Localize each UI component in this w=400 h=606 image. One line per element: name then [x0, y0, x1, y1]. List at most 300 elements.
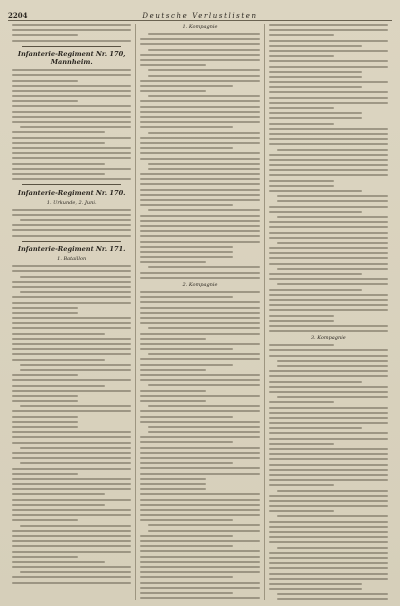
text-line [269, 448, 388, 450]
text-line [20, 291, 131, 293]
text-line [140, 142, 259, 144]
text-line [269, 386, 388, 388]
text-line [269, 484, 335, 486]
text-line [269, 315, 335, 317]
page-header [8, 6, 392, 21]
text-line [140, 400, 206, 402]
text-line [12, 265, 131, 267]
text-line [140, 235, 259, 237]
text-line [12, 90, 131, 92]
text-line [269, 154, 388, 156]
text-line [140, 493, 259, 495]
text-line [12, 24, 131, 26]
text-line [140, 272, 259, 274]
text-line [269, 252, 388, 254]
text-line [12, 40, 131, 42]
text-line [140, 317, 259, 319]
text-line [140, 566, 259, 568]
text-line [12, 499, 131, 501]
text-line [269, 562, 388, 564]
text-line [140, 291, 259, 293]
text-line [140, 178, 259, 180]
text-line [140, 540, 259, 542]
text-line [269, 325, 388, 327]
text-line [269, 578, 388, 580]
text-line [12, 343, 131, 345]
text-line [140, 597, 259, 599]
text-line [12, 359, 105, 361]
text-line [140, 550, 259, 552]
text-line [12, 34, 78, 36]
section-subheading: 1. Bataillon [57, 256, 87, 263]
text-line [148, 163, 259, 165]
text-line [148, 405, 259, 407]
text-line [269, 164, 388, 166]
text-line [12, 312, 78, 314]
text-line [12, 535, 131, 537]
text-line [140, 152, 259, 154]
text-line [269, 190, 362, 192]
text-line [140, 582, 259, 584]
text-line [269, 237, 388, 239]
text-line [12, 338, 131, 340]
text-line [269, 536, 388, 538]
text-line [277, 360, 388, 362]
text-line [140, 369, 206, 371]
text-line [140, 462, 233, 464]
text-line [269, 573, 388, 575]
text-line [140, 322, 259, 324]
text-line [12, 566, 131, 568]
text-line [12, 214, 131, 216]
text-line [277, 593, 388, 595]
text-line [269, 180, 335, 182]
running-title: Deutsche Verlustlisten [142, 12, 258, 20]
text-line [269, 432, 388, 434]
text-line [140, 90, 206, 92]
text-line [12, 178, 131, 180]
text-line [269, 60, 388, 62]
text-line [12, 421, 78, 423]
text-line [12, 551, 131, 553]
text-line [269, 29, 388, 31]
text-line [269, 112, 362, 114]
text-line [12, 322, 131, 324]
section-rule [22, 241, 121, 242]
text-line [140, 307, 259, 309]
section-rule [22, 184, 121, 185]
text-line [269, 495, 388, 497]
text-line [20, 276, 131, 278]
text-line [12, 400, 78, 402]
text-line [12, 410, 131, 412]
text-line [269, 505, 388, 507]
text-line [140, 225, 259, 227]
text-line [140, 137, 259, 139]
text-line [140, 277, 259, 279]
text-line [12, 468, 131, 470]
text-line [12, 69, 131, 71]
text-line [140, 545, 233, 547]
text-line [269, 71, 362, 73]
text-line [269, 531, 388, 533]
text-line [148, 524, 259, 526]
text-line [12, 416, 78, 418]
text-line [12, 131, 105, 133]
text-line [269, 289, 362, 291]
text-line [140, 189, 259, 191]
text-line [12, 545, 131, 547]
text-line [140, 571, 259, 573]
text-line [140, 348, 233, 350]
text-line [269, 583, 362, 585]
text-line [269, 117, 362, 119]
text-line [269, 294, 388, 296]
text-line [140, 343, 259, 345]
text-line [12, 147, 131, 149]
text-line [12, 576, 131, 578]
text-line [277, 200, 388, 202]
text-line [148, 69, 259, 71]
text-line [140, 410, 259, 412]
text-line [140, 499, 259, 501]
text-line [269, 133, 388, 135]
text-line [269, 557, 388, 559]
text-line [269, 541, 388, 543]
text-line [148, 327, 259, 329]
text-line [140, 488, 206, 490]
text-columns [8, 24, 392, 600]
text-line [12, 317, 131, 319]
text-line [269, 206, 388, 208]
text-line [269, 123, 335, 125]
text-line [12, 385, 105, 387]
text-line [12, 142, 105, 144]
text-line [12, 95, 131, 97]
text-line [12, 431, 131, 433]
text-line [269, 453, 388, 455]
text-line [12, 296, 131, 298]
text-line [140, 173, 259, 175]
text-line [12, 478, 131, 480]
text-line [269, 407, 388, 409]
text-line [269, 521, 388, 523]
section-heading: Infanterie-Regiment Nr. 170. [17, 188, 126, 197]
text-line [12, 493, 105, 495]
text-line [140, 358, 259, 360]
text-line [140, 364, 233, 366]
text-line [269, 349, 388, 351]
text-line [12, 173, 105, 175]
text-line [20, 447, 131, 449]
text-line [12, 483, 131, 485]
text-line [140, 333, 259, 335]
text-line [148, 49, 259, 51]
text-line [148, 75, 259, 77]
text-line [12, 270, 131, 272]
text-line [277, 242, 388, 244]
text-line [140, 592, 233, 594]
text-line [269, 211, 362, 213]
text-line [140, 126, 233, 128]
text-line [148, 132, 259, 134]
text-line [269, 263, 388, 265]
text-line [269, 588, 362, 590]
text-line [277, 515, 388, 517]
section-rule [22, 46, 121, 47]
text-line [140, 194, 259, 196]
text-line [12, 374, 78, 376]
text-line [277, 149, 388, 151]
section-heading: Infanterie-Regiment Nr. 171. [17, 245, 126, 254]
text-line [269, 34, 335, 36]
text-line [12, 163, 105, 165]
text-line [269, 422, 388, 424]
text-line [269, 55, 335, 57]
text-line [20, 405, 131, 407]
text-line [269, 320, 335, 322]
text-line [140, 447, 259, 449]
text-line [140, 80, 259, 82]
text-line [140, 390, 206, 392]
text-line [140, 374, 259, 376]
text-line [140, 312, 259, 314]
text-line [140, 561, 259, 563]
text-line [269, 107, 335, 109]
text-line [140, 230, 259, 232]
text-line [140, 183, 259, 185]
text-line [269, 299, 388, 301]
text-line [277, 216, 388, 218]
text-line [269, 76, 362, 78]
text-line [140, 158, 259, 160]
text-line [269, 247, 388, 249]
text-line [12, 540, 131, 542]
text-line [140, 85, 233, 87]
text-line [12, 74, 131, 76]
text-line [269, 91, 388, 93]
text-line [140, 215, 259, 217]
text-line [269, 128, 388, 130]
text-line [269, 510, 335, 512]
text-line [140, 473, 259, 475]
text-line [12, 168, 131, 170]
text-line [140, 395, 259, 397]
text-line [277, 490, 388, 492]
text-line [12, 85, 131, 87]
text-line [12, 80, 78, 82]
text-line [269, 458, 388, 460]
text-line [140, 457, 259, 459]
text-line [269, 552, 388, 554]
text-line [12, 235, 131, 237]
text-line [269, 427, 362, 429]
text-line [269, 138, 388, 140]
text-line [12, 556, 78, 558]
text-line [269, 159, 388, 161]
text-line [140, 54, 259, 56]
text-line [12, 286, 131, 288]
text-line [269, 526, 388, 528]
text-line [140, 587, 259, 589]
text-line [269, 309, 388, 311]
text-line [140, 514, 259, 516]
text-line [269, 143, 388, 145]
text-line [140, 478, 206, 480]
text-line [12, 426, 78, 428]
text-line [12, 582, 131, 584]
text-line [20, 364, 131, 366]
section-subheading: 2. Kompagnie [182, 282, 218, 288]
text-line [269, 81, 388, 83]
text-line [140, 556, 259, 558]
text-line [12, 348, 131, 350]
text-line [269, 226, 388, 228]
text-line [12, 209, 131, 211]
text-line [269, 102, 388, 104]
text-line [12, 561, 105, 563]
text-line [12, 519, 78, 521]
text-line [12, 395, 78, 397]
text-line [269, 304, 388, 306]
text-line [140, 379, 259, 381]
text-line [12, 105, 131, 107]
text-line [148, 384, 259, 386]
text-line [269, 174, 388, 176]
text-line [148, 266, 259, 268]
text-line [140, 535, 233, 537]
text-line [140, 64, 206, 66]
text-line [269, 97, 388, 99]
text-line [20, 126, 131, 128]
text-line [12, 353, 131, 355]
text-line [140, 106, 259, 108]
column-3 [264, 24, 392, 600]
text-line [269, 66, 388, 68]
text-line [269, 50, 388, 52]
text-line [12, 473, 78, 475]
text-line [148, 426, 259, 428]
text-line [140, 241, 259, 243]
text-line [148, 33, 259, 35]
text-line [140, 576, 233, 578]
text-line [140, 204, 233, 206]
text-line [140, 416, 233, 418]
text-line [12, 111, 131, 113]
text-line [140, 111, 259, 113]
text-line [269, 381, 362, 383]
text-line [12, 379, 131, 381]
text-line [140, 338, 206, 340]
text-line [12, 281, 131, 283]
text-line [12, 514, 131, 516]
text-line [269, 40, 388, 42]
text-line [20, 525, 131, 527]
text-line [148, 95, 259, 97]
text-line [140, 256, 233, 258]
text-line [269, 45, 362, 47]
text-line [269, 469, 388, 471]
text-line [269, 185, 335, 187]
text-line [148, 431, 259, 433]
text-line [269, 344, 335, 346]
text-line [140, 199, 259, 201]
text-line [269, 232, 388, 234]
text-line [140, 436, 259, 438]
text-line [269, 438, 388, 440]
text-line [12, 116, 131, 118]
text-line [277, 547, 388, 549]
text-line [277, 283, 388, 285]
text-line [12, 29, 131, 31]
text-line [12, 229, 131, 231]
text-line [12, 327, 131, 329]
text-line [12, 157, 131, 159]
text-line [269, 464, 388, 466]
section-subheading: 3. Kompagnie [310, 335, 346, 342]
section-heading: Infanterie-Regiment Nr. 170, Mannheim. [17, 50, 126, 67]
section-subheading: 1. Kompagnie [182, 24, 218, 30]
text-line [140, 38, 259, 40]
text-line [269, 401, 335, 403]
page-number: 2204 [8, 11, 28, 20]
text-line [140, 296, 233, 298]
text-line [20, 462, 131, 464]
text-line [140, 467, 259, 469]
text-line [269, 474, 388, 476]
text-line [140, 100, 259, 102]
text-line [12, 436, 131, 438]
text-line [269, 24, 388, 26]
text-line [140, 519, 233, 521]
text-line [140, 509, 259, 511]
column-2 [135, 24, 263, 600]
text-line [148, 209, 259, 211]
text-line [12, 390, 131, 392]
text-line [12, 509, 131, 511]
text-line [269, 330, 388, 332]
text-line [140, 441, 233, 443]
text-line [140, 421, 259, 423]
text-line [12, 100, 78, 102]
column-1 [8, 24, 135, 600]
text-line [269, 86, 362, 88]
text-line [269, 417, 388, 419]
text-line [12, 442, 131, 444]
text-line [269, 273, 362, 275]
text-line [140, 59, 259, 61]
text-line [140, 147, 233, 149]
text-line [140, 116, 259, 118]
text-line [140, 483, 206, 485]
text-line [269, 375, 388, 377]
text-line [277, 195, 388, 197]
text-line [20, 571, 131, 573]
text-line [277, 396, 388, 398]
text-line [12, 530, 131, 532]
text-line [269, 257, 388, 259]
text-line [140, 251, 233, 253]
text-line [277, 365, 388, 367]
text-line [140, 504, 259, 506]
text-line [12, 488, 131, 490]
text-line [140, 220, 259, 222]
text-line [269, 169, 388, 171]
text-line [269, 567, 388, 569]
text-line [12, 333, 105, 335]
text-line [148, 530, 259, 532]
text-line [269, 370, 388, 372]
